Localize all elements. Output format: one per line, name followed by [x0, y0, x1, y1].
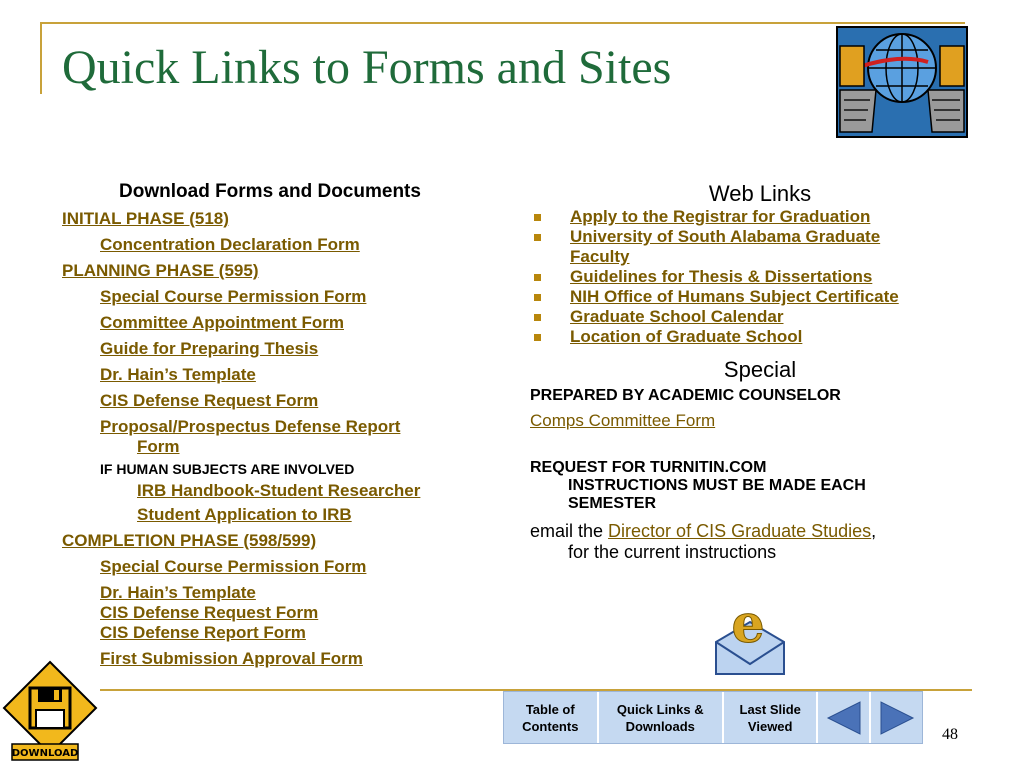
- arrow-right-icon: [877, 698, 917, 738]
- graduate-faculty-line1: University of South Alabama Graduate: [570, 227, 881, 246]
- registrar-graduation-link[interactable]: Apply to the Registrar for Graduation: [570, 207, 871, 226]
- turnitin-line3: SEMESTER: [568, 495, 657, 512]
- defense-request-link[interactable]: CIS Defense Request Form: [100, 391, 319, 410]
- frame-top-rule: [40, 22, 965, 24]
- table-of-contents-button[interactable]: Table of Contents: [504, 692, 599, 743]
- graduate-faculty-link[interactable]: [570, 227, 880, 266]
- list-item: [530, 327, 1000, 347]
- turnitin-line1: REQUEST FOR TURNITIN.COM: [530, 459, 767, 476]
- turnitin-line2: INSTRUCTIONS MUST BE MADE EACH: [568, 477, 866, 494]
- slide-navigation: [503, 691, 923, 744]
- defense-report-link[interactable]: CIS Defense Report Form: [100, 623, 306, 642]
- arrow-left-icon: [824, 698, 864, 738]
- svg-text:e: e: [731, 598, 765, 655]
- proposal-defense-line2: Form: [137, 437, 180, 456]
- email-icon[interactable]: [712, 598, 788, 676]
- first-submission-approval-link[interactable]: First Submission Approval Form: [100, 649, 363, 668]
- hain-template-link-2[interactable]: Dr. Hain’s Template: [100, 583, 256, 602]
- list-item: [530, 287, 1000, 307]
- turnitin-request-text: [530, 459, 1000, 513]
- email-prefix: email the: [530, 521, 609, 541]
- email-line2: for the current instructions: [568, 542, 777, 562]
- defense-request-link-2[interactable]: CIS Defense Request Form: [100, 603, 319, 622]
- graduate-school-location-link[interactable]: Location of Graduate School: [570, 327, 803, 346]
- irb-application-link[interactable]: Student Application to IRB: [137, 505, 352, 524]
- hain-template-link[interactable]: Dr. Hain’s Template: [100, 365, 256, 384]
- quick-links-button[interactable]: Quick Links & Downloads: [599, 692, 724, 743]
- irb-handbook-link[interactable]: IRB Handbook-Student Researcher: [137, 481, 421, 500]
- page-title: Quick Links to Forms and Sites: [62, 41, 672, 94]
- completion-phase-link[interactable]: COMPLETION PHASE (598/599): [62, 531, 317, 550]
- director-graduate-studies-link[interactable]: Director of CIS Graduate Studies: [608, 521, 872, 541]
- nih-certificate-link[interactable]: NIH Office of Humans Subject Certificate: [570, 287, 899, 306]
- list-item: [530, 267, 1000, 287]
- email-instructions-text: [530, 521, 1000, 563]
- web-links-list: [530, 207, 1000, 347]
- list-item: [530, 207, 1000, 227]
- special-heading: Special: [723, 357, 797, 382]
- human-subjects-note: IF HUMAN SUBJECTS ARE INVOLVED: [100, 461, 355, 477]
- network-globe-icon: [836, 26, 968, 138]
- graduate-calendar-link[interactable]: Graduate School Calendar: [570, 307, 784, 326]
- proposal-defense-line1: Proposal/Prospectus Defense Report: [100, 417, 401, 436]
- prepared-by-label: PREPARED BY ACADEMIC COUNSELOR: [530, 387, 841, 404]
- last-slide-button[interactable]: Last Slide Viewed: [724, 692, 819, 743]
- special-course-permission-link-2[interactable]: Special Course Permission Form: [100, 557, 367, 576]
- graduate-faculty-line2: Faculty: [570, 247, 630, 266]
- proposal-defense-report-link[interactable]: [62, 417, 502, 457]
- comps-committee-link[interactable]: Comps Committee Form: [530, 411, 716, 430]
- downloads-heading: Download Forms and Documents: [119, 181, 421, 202]
- thesis-guide-link[interactable]: Guide for Preparing Thesis: [100, 339, 319, 358]
- initial-phase-link[interactable]: INITIAL PHASE (518): [62, 209, 229, 228]
- next-slide-button[interactable]: [871, 692, 922, 743]
- web-links-heading: Web Links: [708, 181, 812, 206]
- planning-phase-link[interactable]: PLANNING PHASE (595): [62, 261, 259, 280]
- downloads-column: [62, 181, 502, 669]
- email-suffix: ,: [871, 521, 877, 541]
- frame-left-rule: [40, 22, 42, 94]
- thesis-guidelines-link[interactable]: Guidelines for Thesis & Dissertations: [570, 267, 873, 286]
- floppy-label: DOWNLOAD: [11, 748, 79, 759]
- page-number: 48: [942, 726, 958, 743]
- special-course-permission-link[interactable]: Special Course Permission Form: [100, 287, 367, 306]
- web-links-column: [530, 181, 1000, 563]
- floppy-download-icon[interactable]: [2, 660, 98, 764]
- previous-slide-button[interactable]: [818, 692, 871, 743]
- list-item: [530, 307, 1000, 327]
- concentration-declaration-link[interactable]: Concentration Declaration Form: [100, 235, 360, 254]
- list-item: [530, 227, 1000, 267]
- committee-appointment-link[interactable]: Committee Appointment Form: [100, 313, 344, 332]
